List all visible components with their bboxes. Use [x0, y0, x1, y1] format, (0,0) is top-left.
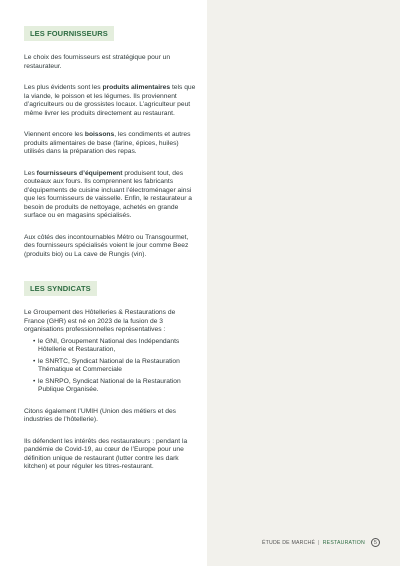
- text-segment: , les condiments et autres produits alimentaires de base (farine, épices, huiles) utilisés dans la préparation des repas.: [24, 131, 191, 155]
- paragraph-ghr: Le Groupement des Hôtelleries & Restaurations de France (GHR) est né en 2023 de la fusion de 3 organisations professionnelles représentatives :: [24, 309, 176, 333]
- paragraph-specialises: Aux côtés des incontournables Métro ou Transgourmet, des fournisseurs spécialisés voient le jour comme Beez (produits bio) ou La cave de Rungis (vin).: [24, 233, 189, 258]
- section-heading-fournisseurs: LES FOURNISSEURS: [24, 26, 114, 41]
- section-fournisseurs: [24, 26, 196, 41]
- text-segment: produisent tout, des couteaux aux fours. Ils comprennent les fabricants d’équipements de cuisine incluant l’électroménager ainsi que les fournisseurs de vaisselle. Enfin, le restaurateur a besoin de produits de nettoyage, achetés en grande surface ou en magasins spécialisés.: [24, 169, 193, 219]
- section-syndicats: [24, 281, 196, 296]
- text-segment: Les: [24, 169, 37, 177]
- bold-term: produits alimentaires: [102, 84, 171, 91]
- text-segment: Viennent encore les: [24, 131, 85, 138]
- footer-doc-title: ÉTUDE DE MARCHÉ: [262, 539, 316, 546]
- section-heading-syndicats: LES SYNDICATS: [24, 281, 97, 296]
- text-segment: tels que la viande, le poisson et les légumes. Ils proviennent d’agriculteurs ou de grossistes locaux. L’agriculteur peut même livrer les produits directement au restaurant.: [24, 84, 196, 117]
- bold-term: boissons: [84, 131, 115, 138]
- bold-term: fournisseurs d’équipement: [36, 169, 123, 177]
- list-item: • le SNRPO, Syndicat National de la Restauration Publique Organisée.: [33, 378, 196, 395]
- organisations-list: [24, 338, 196, 395]
- paragraph-boissons: [24, 131, 196, 157]
- paragraph-umih: Citons également l’UMIH (Union des métiers et des industries de l’hôtellerie).: [24, 407, 177, 423]
- text-segment: Les plus évidents sont les: [24, 84, 103, 91]
- paragraph-intro: Le choix des fournisseurs est stratégique pour un restaurateur.: [24, 54, 171, 70]
- paragraph-produits-alimentaires: [24, 84, 196, 118]
- side-panel: [207, 0, 400, 566]
- footer-separator: |: [318, 539, 320, 546]
- page-footer: [262, 538, 380, 547]
- footer-section: RESTAURATION: [322, 539, 365, 546]
- list-item: • le GNI, Groupement National des Indépendants Hôtellerie et Restauration,: [33, 338, 196, 355]
- list-item: • le SNRTC, Syndicat National de la Restauration Thématique et Commerciale: [33, 358, 196, 375]
- paragraph-defense: Ils défendent les intérêts des restaurateurs : pendant la pandémie de Covid-19, au cœur de l’Europe pour une définition unique de restaurant (lutter contre les dark kitchen) et pour réguler les titres-restaurant.: [24, 437, 188, 470]
- paragraph-equipement: [24, 170, 196, 221]
- main-content: [24, 26, 196, 485]
- page-number: 5: [371, 538, 380, 547]
